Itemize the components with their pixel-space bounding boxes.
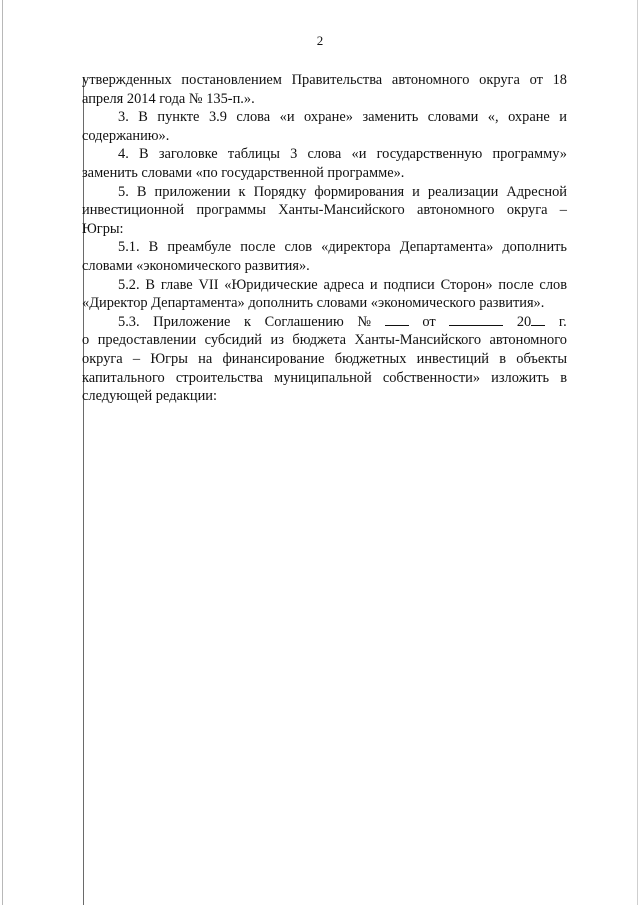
page-edge-left (2, 0, 3, 905)
blank-date (449, 313, 503, 326)
blank-number (385, 313, 409, 326)
document-body (82, 71, 567, 406)
agreement-from: от (422, 313, 436, 330)
paragraph-item-5-2: 5.2. В главе VII «Юридические адреса и подписи Сторон» после слов «Директор Департамента» дополнить словами «экономического развития». (82, 276, 567, 312)
page-number: 2 (316, 33, 324, 48)
blank-year (531, 313, 545, 326)
agreement-year-suffix: г. (558, 313, 567, 330)
agreement-year-prefix: 20 (516, 313, 532, 330)
paragraph-item-3: 3. В пункте 3.9 слова «и охране» заменить словами «, охране и содержанию». (82, 109, 567, 144)
paragraph-item-5: 5. В приложении к Порядку формирования и реализации Адресной инвестиционной программы Ханты-Мансийского автономного округа – Югры: (82, 183, 567, 237)
page-edge-right (637, 0, 638, 905)
paragraph-item-5-3-body: о предоставлении субсидий из бюджета Ханты-Мансийского автономного округа – Югры на финансирование бюджетных инвестиций в объекты капитального строительства муниципальной собственности» изложить в следующей редакции: (82, 332, 567, 405)
paragraph-item-5-1: 5.1. В преамбуле после слов «директора Департамента» дополнить словами «экономического развития». (82, 239, 567, 274)
paragraph-continuation: утвержденных постановлением Правительства автономного округа от 18 апреля 2014 года № 135-п.». (82, 72, 567, 107)
agreement-text: 5.3. Приложение к Соглашению № (118, 313, 372, 330)
paragraph-item-4: 4. В заголовке таблицы 3 слова «и государственную программу» заменить словами «по государственной программе». (82, 146, 567, 181)
paragraph-item-5-3-head (82, 313, 567, 332)
